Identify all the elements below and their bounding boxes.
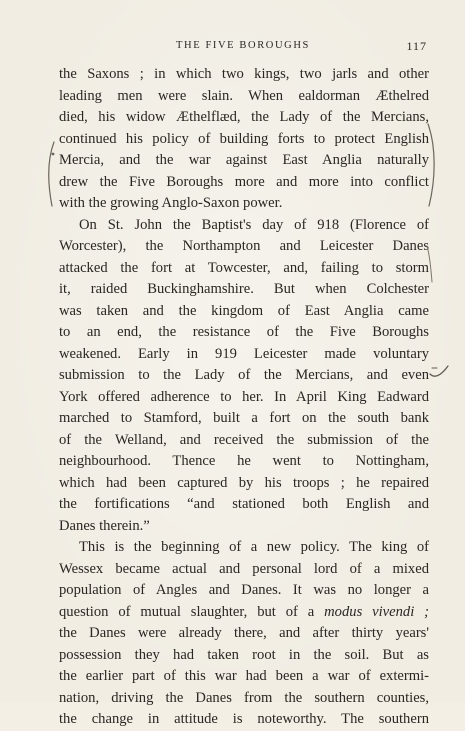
text-line-content: possession they had taken root in the soil. But as — [59, 646, 429, 663]
text-line-content: On St. John the Baptist's day of 918 (Florence of — [79, 216, 429, 233]
text-line-content: the change in attitude is noteworthy. The southern — [59, 711, 429, 727]
text-line-content: died, his widow Æthelflæd, the Lady of the Mercians, — [59, 109, 429, 125]
text-line — [59, 645, 429, 667]
text-line-content: weakened. Early in 919 Leicester made voluntary — [59, 345, 429, 362]
text-line-content: Wessex became actual and personal lord of a mixed — [59, 560, 429, 577]
text-line — [59, 451, 429, 473]
text-line — [59, 172, 429, 194]
text-line-content: of the Welland, and received the submission of the — [59, 431, 429, 448]
text-line-content: the fortifications “and stationed both English and — [59, 496, 429, 512]
text-line-content: with the growing Anglo-Saxon power. — [59, 195, 283, 211]
text-line-content: it, raided Buckinghamshire. But when Colchester — [59, 281, 429, 297]
text-line — [59, 279, 429, 301]
text-line-content: Danes therein.” — [59, 517, 150, 534]
text-line — [59, 580, 429, 602]
text-line-content: was taken and the kingdom of East Anglia came — [59, 302, 429, 319]
text-line — [59, 193, 429, 215]
text-line — [59, 365, 429, 387]
text-line-content: which had been captured by his troops ; he repaired — [59, 474, 429, 491]
text-line — [59, 215, 429, 237]
text-line — [59, 666, 429, 688]
text-line-content: This is the beginning of a new policy. The king of — [79, 539, 429, 555]
italic-phrase: modus vivendi ; — [324, 603, 429, 620]
right-margin-tick-mark — [424, 244, 434, 284]
text-line — [59, 258, 429, 280]
text-line-content: York offered adherence to her. In April King Eadward — [59, 388, 429, 405]
text-line — [59, 623, 429, 645]
text-line-content: the Saxons ; in which two kings, two jarls and other — [59, 66, 429, 82]
page-number: 117 — [406, 39, 427, 53]
text-line — [59, 709, 429, 731]
text-line — [59, 537, 429, 559]
text-line-content: neighbourhood. Thence he went to Nottingham, — [59, 453, 429, 469]
text-line-content: drew the Five Boroughs more and more into conflict — [59, 173, 429, 190]
text-line — [59, 86, 429, 108]
right-margin-check-mark — [428, 362, 450, 382]
running-title: THE FIVE BOROUGHS — [176, 40, 310, 51]
text-line-content: submission to the Lady of the Mercians, and even — [59, 367, 429, 383]
text-line-content: continued his policy of building forts to protect English — [59, 130, 429, 147]
left-margin-bracket-mark — [44, 140, 58, 208]
text-line-content: attacked the fort at Towcester, and, failing to storm — [59, 259, 429, 276]
text-line — [59, 473, 429, 495]
text-line-content: population of Angles and Danes. It was no longer a — [59, 582, 429, 598]
text-line — [59, 494, 429, 516]
right-margin-bracket-mark — [424, 122, 438, 208]
text-line-content: Mercia, and the war against East Anglia naturally — [59, 152, 429, 168]
text-line-content: Worcester), the Northampton and Leicester Danes — [59, 238, 429, 254]
text-line — [59, 408, 429, 430]
text-line — [59, 387, 429, 409]
text-line-content: marched to Stamford, built a fort on the south bank — [59, 410, 429, 426]
text-line — [59, 516, 429, 538]
text-line — [59, 602, 429, 624]
text-line — [59, 344, 429, 366]
running-head — [59, 38, 427, 54]
text-line — [59, 64, 429, 86]
text-line-content: the earlier part of this war had been a war of extermi- — [59, 668, 429, 684]
text-line-content: leading men were slain. When ealdorman Æthelred — [59, 87, 429, 104]
text-line — [59, 301, 429, 323]
text-line — [59, 150, 429, 172]
text-line-content: nation, driving the Danes from the southern counties, — [59, 689, 429, 706]
text-line — [59, 322, 429, 344]
body-text — [59, 64, 429, 731]
text-line — [59, 430, 429, 452]
text-line-content: question of mutual slaughter, but of a — [59, 603, 325, 620]
text-line — [59, 107, 429, 129]
text-line — [59, 688, 429, 710]
text-line-content: to an end, the resistance of the Five Boroughs — [59, 324, 429, 340]
text-line — [59, 129, 429, 151]
text-line — [59, 236, 429, 258]
text-line-content: the Danes were already there, and after thirty years' — [59, 625, 429, 641]
text-line — [59, 559, 429, 581]
